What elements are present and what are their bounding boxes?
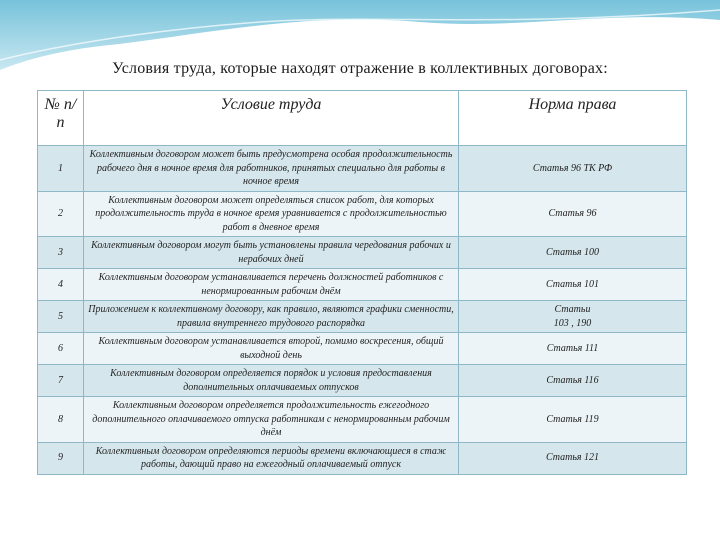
row-condition: Коллективным договором устанавливается второй, помимо воскресения, общий выходной день (84, 333, 459, 365)
row-condition: Коллективным договором определяется порядок и условия предоставления дополнительных оплачиваемых отпусков (84, 365, 459, 397)
table-header-row (38, 91, 687, 146)
header-num: № п/п (38, 91, 84, 146)
row-number: 8 (38, 397, 84, 443)
row-condition: Коллективным договором может определяться список работ, для которых продолжительность труда в ночное время уравнивается с продолжительностью работ в дневное время (84, 191, 459, 237)
row-norm (459, 237, 687, 269)
norm-line: Статья 121 (545, 452, 600, 464)
norm-line: Статья 119 (546, 413, 599, 425)
row-norm (459, 191, 687, 237)
norm-line: Статья 116 (546, 374, 599, 386)
row-condition: Приложением к коллективному договору, как правило, являются графики сменности, правила внутреннего трудового распорядка (84, 301, 459, 333)
row-norm (459, 146, 687, 192)
table-row (38, 237, 687, 269)
row-number: 5 (38, 301, 84, 333)
table-row (38, 397, 687, 443)
page-title: Условия труда, которые находят отражение в коллективных договорах: (112, 60, 608, 77)
row-condition: Коллективным договором могут быть установлены правила чередования рабочих и нерабочих дней (84, 237, 459, 269)
norm-line: Статья 101 (545, 278, 600, 290)
table-row (38, 191, 687, 237)
header-condition: Условие труда (84, 91, 459, 146)
row-condition: Коллективным договором определяются периоды времени включающиеся в стаж работы, дающий право на ежегодный оплачиваемый отпуск (84, 442, 459, 474)
row-norm (459, 269, 687, 301)
norm-line: Статья 111 (546, 342, 599, 354)
row-number: 9 (38, 442, 84, 474)
norm-line: 103 , 190 (553, 317, 592, 329)
header-norm: Норма права (459, 91, 687, 146)
row-norm (459, 442, 687, 474)
labor-conditions-table (37, 90, 687, 475)
table-row (38, 301, 687, 333)
row-number: 6 (38, 333, 84, 365)
norm-line: Статья 100 (545, 246, 600, 258)
table-row (38, 365, 687, 397)
row-norm (459, 301, 687, 333)
row-number: 1 (38, 146, 84, 192)
row-number: 3 (38, 237, 84, 269)
norm-line: Статья 96 ТК РФ (532, 162, 613, 174)
row-condition: Коллективным договором устанавливается перечень должностей работников с ненормированным рабочим днём (84, 269, 459, 301)
table-row (38, 269, 687, 301)
row-number: 4 (38, 269, 84, 301)
table-row (38, 146, 687, 192)
row-number: 7 (38, 365, 84, 397)
row-norm (459, 333, 687, 365)
norm-line: Статья 96 (548, 208, 597, 219)
row-norm (459, 397, 687, 443)
table-row (38, 333, 687, 365)
row-condition: Коллективным договором определяется продолжительность ежегодного дополнительного оплачиваемого отпуска работникам с ненормированным рабочим днём (84, 397, 459, 443)
row-number: 2 (38, 191, 84, 237)
row-norm (459, 365, 687, 397)
row-condition: Коллективным договором может быть предусмотрена особая продолжительность рабочего дня в ночное время для работников, принятых специально для работы в ночное время (84, 146, 459, 192)
table-row (38, 442, 687, 474)
norm-line: Статьи (554, 304, 591, 315)
